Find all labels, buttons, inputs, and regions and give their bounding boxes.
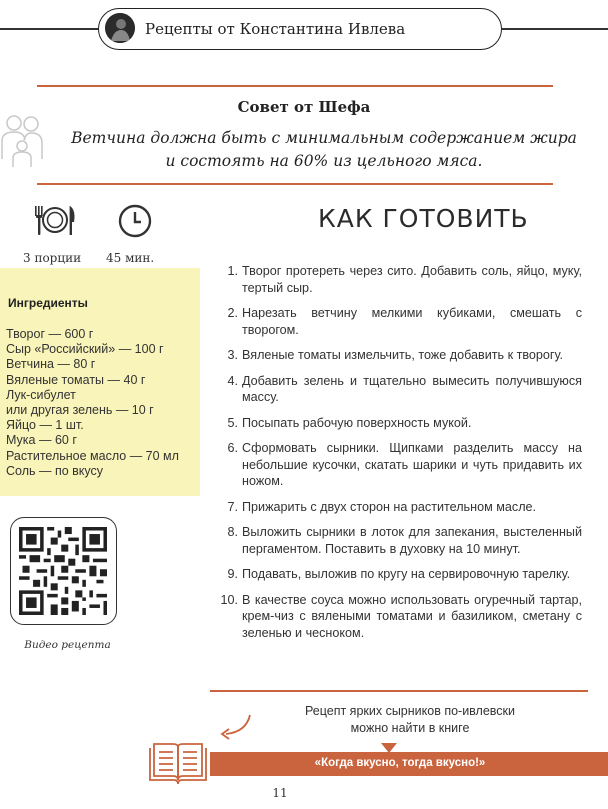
ingredient-item: Творог — 600 г xyxy=(6,327,94,341)
step-text: Подавать, выложив по кругу на сервировочную тарелку. xyxy=(242,567,571,581)
step-item xyxy=(218,440,582,490)
tip-line-1: Ветчина должна быть с минимальным содержанием жира xyxy=(71,129,577,147)
clock-icon xyxy=(118,204,152,243)
ingredient-item: Сыр «Российский» — 100 г xyxy=(6,342,164,357)
promo-line-2: можно найти в книге xyxy=(350,721,470,735)
step-text: Сформовать сырники. Щипками разделить массу на небольшие кусочки, скатать шарики и чуть придавить их ножом. xyxy=(242,441,582,488)
promo-line-1: Рецепт ярких сырников по-ивлевски xyxy=(305,704,515,718)
step-text: В качестве соуса можно использовать огуречный тартар, крем-чиз с вялеными томатами и базиликом, сметану с зеленью и чесноком. xyxy=(242,592,582,640)
ingredient-item: Яйцо — 1 шт. xyxy=(6,418,84,433)
time-label: 45 мин. xyxy=(106,251,155,265)
ingredient-item: Мука — 60 г xyxy=(6,433,77,448)
step-number: 2. xyxy=(227,306,238,320)
step-number: 4. xyxy=(227,373,238,388)
ingredient-item: или другая зелень — 10 г xyxy=(6,403,154,418)
header-rule-right xyxy=(502,28,608,30)
curved-arrow-icon xyxy=(216,712,252,745)
header-banner xyxy=(98,8,502,50)
step-item xyxy=(218,592,582,642)
ingredient-item: Соль — по вкусу xyxy=(6,463,104,478)
ingredient-item: Растительное масло — 70 мл xyxy=(6,448,179,463)
tip-title: Совет от Шефа xyxy=(237,98,371,116)
qr-code-icon[interactable] xyxy=(19,527,107,615)
servings-label: 3 порции xyxy=(23,251,82,265)
ingredients-title: Ингредиенты xyxy=(8,296,88,310)
step-item xyxy=(218,373,582,406)
step-item xyxy=(218,566,582,583)
step-item xyxy=(218,415,582,432)
step-text: Творог протереть через сито. Добавить соль, яйцо, муку, тертый сыр. xyxy=(242,264,582,295)
ingredient-item: Ветчина — 80 г xyxy=(6,357,96,372)
step-item xyxy=(218,263,582,296)
step-number: 5. xyxy=(227,415,238,430)
tip-bottom-rule xyxy=(37,183,553,185)
open-book-icon xyxy=(147,738,209,791)
promo-top-rule xyxy=(210,690,588,692)
step-text: Прижарить с двух сторон на растительном масле. xyxy=(242,499,537,514)
tip-line-2: и состоять на 60% из цельного мяса. xyxy=(165,152,483,170)
chef-portrait-icon xyxy=(105,13,135,43)
header-rule-left xyxy=(0,28,99,30)
step-number: 9. xyxy=(227,567,238,581)
step-item xyxy=(218,347,582,364)
step-text: Выложить сырники в лоток для запекания, выстеленный пергаментом. Поставить в духовку на 10 минут. xyxy=(242,525,582,556)
step-text: Посыпать рабочую поверхность мукой. xyxy=(242,415,472,430)
step-text: Нарезать ветчину мелкими кубиками, смешать с творогом. xyxy=(242,306,582,337)
step-number: 1. xyxy=(227,264,238,278)
howto-title: КАК ГОТОВИТЬ xyxy=(318,204,529,233)
step-number: 8. xyxy=(227,525,238,539)
step-number: 6. xyxy=(227,441,238,455)
page-number: 11 xyxy=(272,786,288,800)
plate-cutlery-icon xyxy=(32,204,78,241)
step-item xyxy=(218,305,582,338)
qr-frame[interactable] xyxy=(10,517,117,625)
step-text: Вяленые томаты измельчить, тоже добавить к творогу. xyxy=(242,348,564,362)
step-item xyxy=(218,499,582,516)
tip-top-rule xyxy=(37,85,553,87)
ingredient-item: Вяленые томаты — 40 г xyxy=(6,372,146,387)
step-number: 3. xyxy=(227,348,238,362)
tip-text xyxy=(40,127,608,173)
step-number: 7. xyxy=(227,499,238,514)
header-title: Рецепты от Константина Ивлева xyxy=(145,20,406,38)
ingredient-item: Лук-сибулет xyxy=(6,387,76,402)
ingredients-list xyxy=(6,327,179,479)
steps-list xyxy=(218,263,582,650)
step-number: 10. xyxy=(220,592,238,607)
book-title: «Когда вкусно, тогда вкусно!» xyxy=(314,757,486,769)
step-item xyxy=(218,524,582,557)
qr-caption: Видео рецепта xyxy=(24,639,111,651)
step-text: Добавить зелень и тщательно вымесить получившуюся массу. xyxy=(242,373,582,404)
